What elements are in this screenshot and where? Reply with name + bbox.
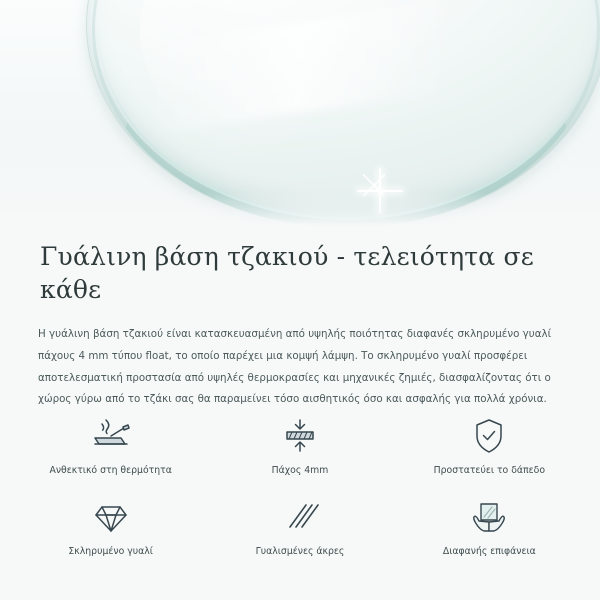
- feature-label: Πάχος 4mm: [271, 465, 329, 476]
- feature-item: [395, 491, 584, 558]
- polished-edges-icon: [277, 495, 323, 539]
- page-title: Γυάλινη βάση τζακιού - τελειότητα σε κάθε: [40, 242, 534, 304]
- hero-bottom-fade: [0, 192, 600, 232]
- transparent-surface-icon: [466, 495, 512, 539]
- hero-image: [0, 0, 600, 232]
- content-block: [0, 232, 600, 411]
- feature-item: [205, 491, 394, 558]
- feature-label: Προστατεύει το δάπεδο: [433, 465, 546, 476]
- feature-item: [205, 410, 394, 477]
- shield-icon: [466, 414, 512, 458]
- feature-label: Διαφανής επιφάνεια: [442, 546, 536, 558]
- diamond-icon: [88, 495, 134, 539]
- feature-label: Σκληρυμένο γυαλί: [68, 546, 153, 558]
- feature-item: [395, 410, 584, 477]
- feature-item: [16, 410, 205, 477]
- feature-label: Ανθεκτικό στη θερμότητα: [49, 465, 172, 476]
- feature-item: [16, 491, 205, 558]
- heat-resistant-icon: [88, 414, 134, 458]
- body-paragraph: Η γυάλινη βάση τζακιού είναι κατασκευασμένη από υψηλής ποιότητας διαφανές σκληρυμένο γυαλί πάχους 4 mm τύπου float, το οποίο παρέχει μια κομψή λάμψη. Το σκληρυμένο γυαλί προσφέρει αποτελεσματική προστασία από υψηλές θερμοκρασίες και μηχανικές ζημιές, διασφαλίζοντας ότι ο χώρος γύρω από το τζάκι σας θα παραμείνει τόσο αισθητικός όσο και ασφαλής για πολλά χρόνια.: [38, 328, 552, 406]
- thickness-icon: [277, 414, 323, 458]
- feature-grid: [0, 410, 600, 558]
- feature-label: Γυαλισμένες άκρες: [255, 546, 345, 558]
